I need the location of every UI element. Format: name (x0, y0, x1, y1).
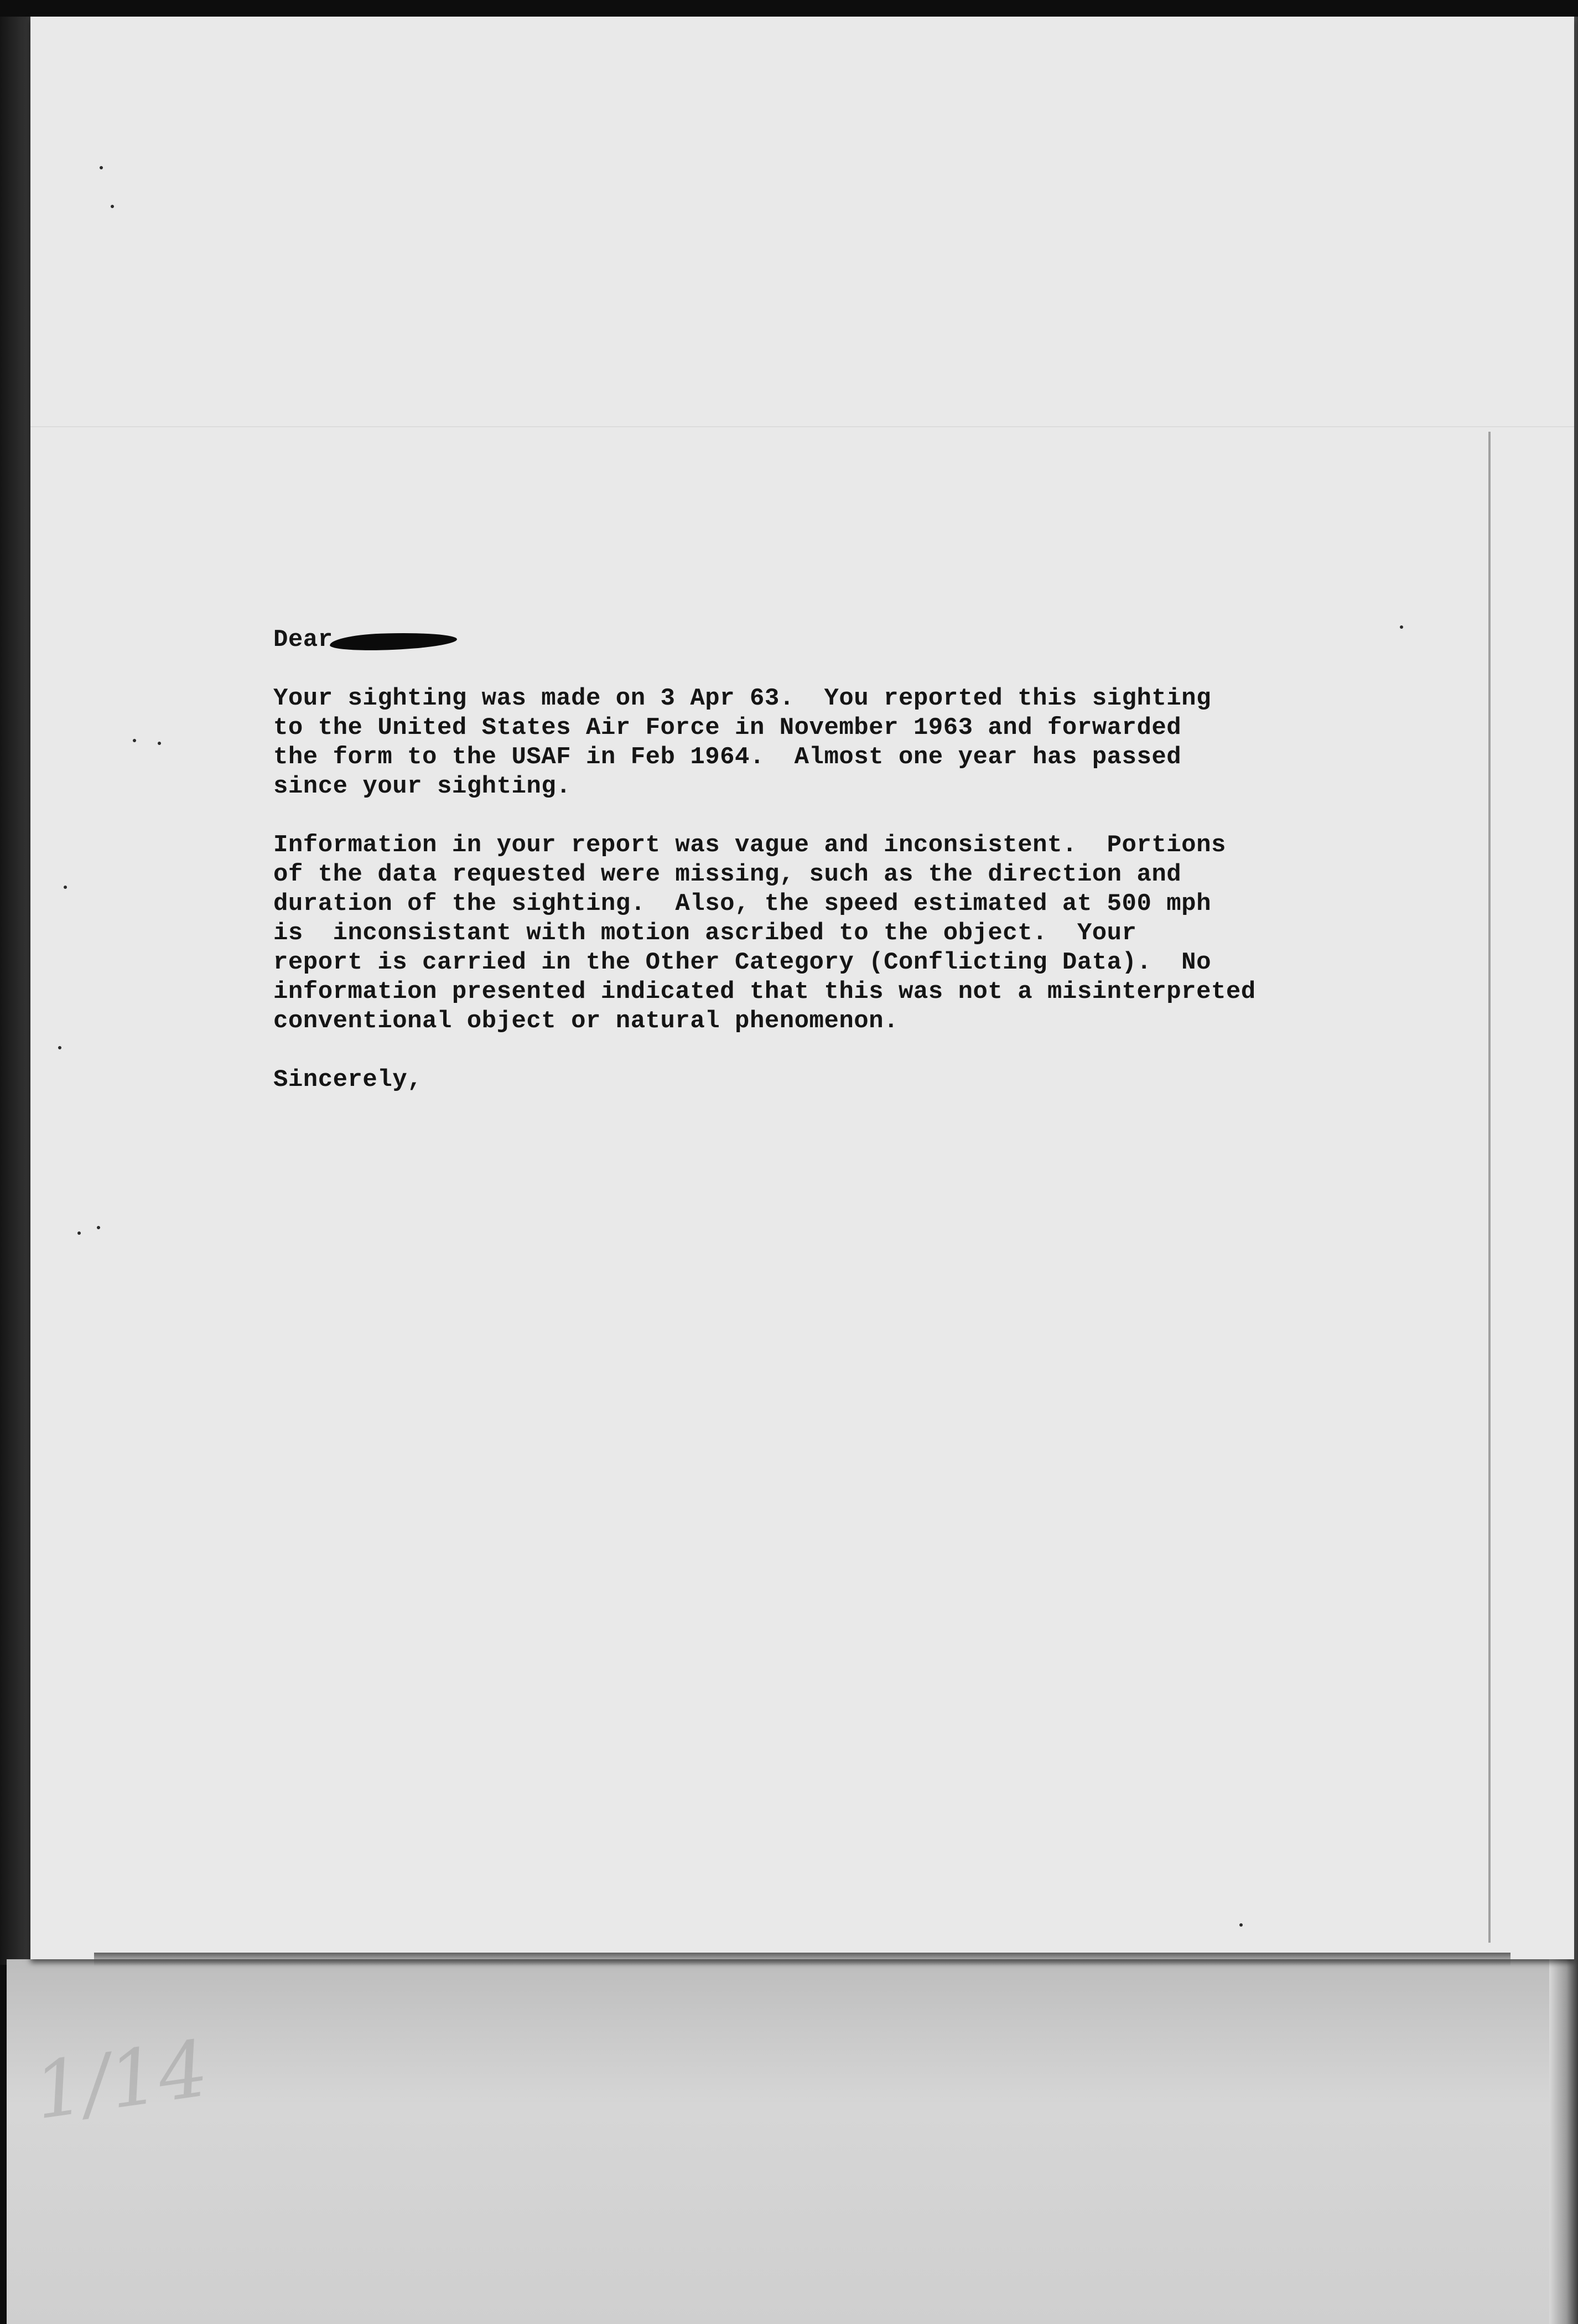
paragraph-line: duration of the sighting. Also, the speed estimated at 500 mph (273, 890, 1211, 918)
paragraph-1 (273, 684, 1325, 801)
paragraph-line: information presented indicated that this was not a misinterpreted (273, 978, 1256, 1006)
speck (1239, 1923, 1243, 1927)
paragraph-line: since your sighting. (273, 773, 572, 800)
speck (158, 742, 161, 745)
closing-text: Sincerely, (273, 1066, 423, 1094)
letter-body (273, 625, 1325, 1124)
page-bottom-shadow (94, 1953, 1510, 1966)
paragraph-line: to the United States Air Force in November 1963 and forwarded (273, 714, 1182, 742)
speck (64, 886, 67, 889)
paragraph-line: of the data requested were missing, such as the direction and (273, 861, 1182, 888)
speck (58, 1046, 61, 1049)
paragraph-line: report is carried in the Other Category (Conflicting Data). No (273, 949, 1211, 976)
speck (100, 166, 103, 169)
paragraph-line: Your sighting was made on 3 Apr 63. You reported this sighting (273, 685, 1211, 712)
redacted-name (329, 630, 457, 651)
salutation (273, 625, 1325, 655)
speck (133, 739, 136, 742)
closing (273, 1065, 1325, 1095)
film-lower-area (7, 1959, 1572, 2324)
speck (1400, 625, 1403, 629)
speck (77, 1231, 81, 1235)
paragraph-line: conventional object or natural phenomenon. (273, 1007, 899, 1035)
paragraph-2 (273, 831, 1325, 1036)
paragraph-line: is inconsistant with motion ascribed to the object. Your (273, 919, 1137, 947)
paragraph-line: Information in your report was vague and inconsistent. Portions (273, 831, 1226, 859)
speck (111, 205, 114, 208)
paper-right-edge-line (1488, 432, 1491, 1943)
salutation-text: Dear (273, 626, 333, 654)
faint-handwritten-mark: 1/14 (29, 2023, 214, 2137)
paragraph-line: the form to the USAF in Feb 1964. Almost one year has passed (273, 743, 1182, 771)
paper-crease (30, 426, 1574, 427)
speck (97, 1226, 100, 1229)
film-left-border (0, 17, 33, 1965)
